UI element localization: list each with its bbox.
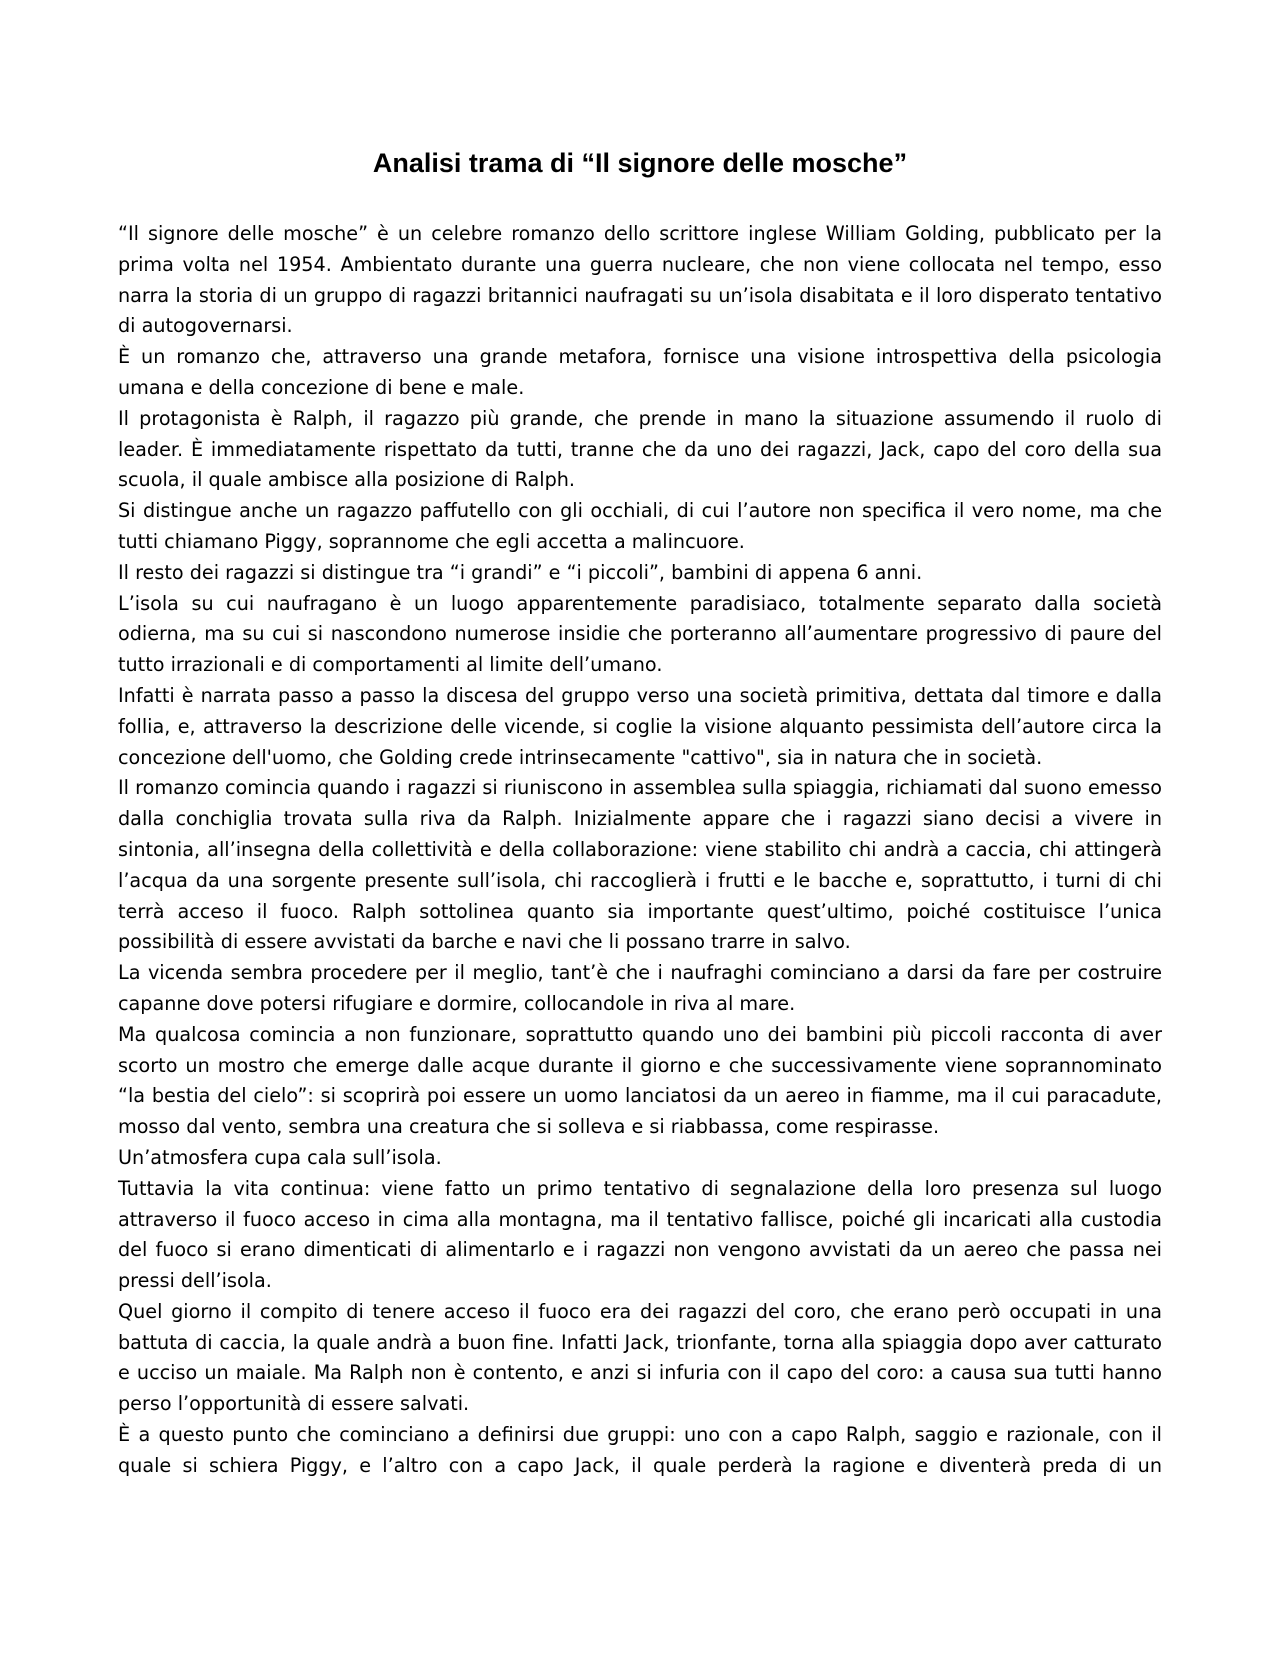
paragraph: Il resto dei ragazzi si distingue tra “i grandi” e “i piccoli”, bambini di appena 6 anni. bbox=[118, 560, 923, 584]
document-title: Analisi trama di “Il signore delle mosche” bbox=[372, 148, 908, 178]
paragraph: Il romanzo comincia quando i ragazzi si riuniscono in assemblea sulla spiaggia, richiamati dal suono emesso dalla conchiglia trovata sulla riva da Ralph. Inizialmente appare che i ragazzi siano decisi a vivere in sintonia, all’insegna della collettività e della collaborazione: viene stabilito chi andrà a caccia, chi attingerà l’acqua da una sorgente presente sull’isola, chi raccoglierà i frutti e le bacche e, soprattutto, i turni di chi terrà acceso il fuoco. Ralph sottolinea quanto sia importante quest’ultimo, poiché costituisce l’unica possibilità di essere avvistati da barche e navi che li possano trarre in salvo. bbox=[118, 776, 1162, 954]
paragraph: Il protagonista è Ralph, il ragazzo più grande, che prende in mano la situazione assumendo il ruolo di leader. È immediatamente rispettato da tutti, tranne che da uno dei ragazzi, Jack, capo del coro della sua scuola, il quale ambisce alla posizione di Ralph. bbox=[118, 406, 1162, 492]
paragraph: È un romanzo che, attraverso una grande metafora, fornisce una visione introspettiva della psicologia umana e della concezione di bene e male. bbox=[118, 345, 1162, 399]
paragraph: La vicenda sembra procedere per il meglio, tant’è che i naufraghi cominciano a darsi da fare per costruire capanne dove potersi rifugiare e dormire, collocandole in riva al mare. bbox=[118, 961, 1162, 1015]
paragraph: Quel giorno il compito di tenere acceso il fuoco era dei ragazzi del coro, che erano però occupati in una battuta di caccia, la quale andrà a buon fine. Infatti Jack, trionfante, torna alla spiaggia dopo aver catturato e ucciso un maiale. Ma Ralph non è contento, e anzi si infuria con il capo del coro: a causa sua tutti hanno perso l’opportunità di essere salvati. bbox=[118, 1299, 1162, 1416]
document-body bbox=[118, 219, 1162, 1482]
paragraph: Si distingue anche un ragazzo paffutello con gli occhiali, di cui l’autore non specifica il vero nome, ma che tutti chiamano Piggy, soprannome che egli accetta a malincuore. bbox=[118, 499, 1162, 553]
paragraph: Un’atmosfera cupa cala sull’isola. bbox=[118, 1145, 442, 1169]
paragraph: L’isola su cui naufragano è un luogo apparentemente paradisiaco, totalmente separato dalla società odierna, ma su cui si nascondono numerose insidie che porteranno all’aumentare progressivo di paure del tutto irrazionali e di comportamenti al limite dell’umano. bbox=[118, 591, 1162, 677]
paragraph: Ma qualcosa comincia a non funzionare, soprattutto quando uno dei bambini più piccoli racconta di aver scorto un mostro che emerge dalle acque durante il giorno e che successivamente viene soprannominato “la bestia del cielo”: si scoprirà poi essere un uomo lanciatosi da un aereo in fiamme, ma il cui paracadute, mosso dal vento, sembra una creatura che si solleva e si riabbassa, come respirasse. bbox=[118, 1022, 1162, 1139]
paragraph: Infatti è narrata passo a passo la discesa del gruppo verso una società primitiva, dettata dal timore e dalla follia, e, attraverso la descrizione delle vicende, si coglie la visione alquanto pessimista dell’autore circa la concezione dell'uomo, che Golding crede intrinsecamente "cattivo", sia in natura che in società. bbox=[118, 683, 1162, 769]
paragraph: È a questo punto che cominciano a definirsi due gruppi: uno con a capo Ralph, saggio e razionale, con il quale si schiera Piggy, e l’altro con a capo Jack, il quale perderà la ragione e diventerà preda di un bbox=[118, 1423, 1162, 1477]
paragraph: Tuttavia la vita continua: viene fatto un primo tentativo di segnalazione della loro presenza sul luogo attraverso il fuoco acceso in cima alla montagna, ma il tentativo fallisce, poiché gli incaricati alla custodia del fuoco si erano dimenticati di alimentarlo e i ragazzi non vengono avvistati da un aereo che passa nei pressi dell’isola. bbox=[118, 1176, 1162, 1293]
paragraph: “Il signore delle mosche” è un celebre romanzo dello scrittore inglese William Golding, pubblicato per la prima volta nel 1954. Ambientato durante una guerra nucleare, che non viene collocata nel tempo, esso narra la storia di un gruppo di ragazzi britannici naufragati su un’isola disabitata e il loro disperato tentativo di autogovernarsi. bbox=[118, 222, 1162, 338]
